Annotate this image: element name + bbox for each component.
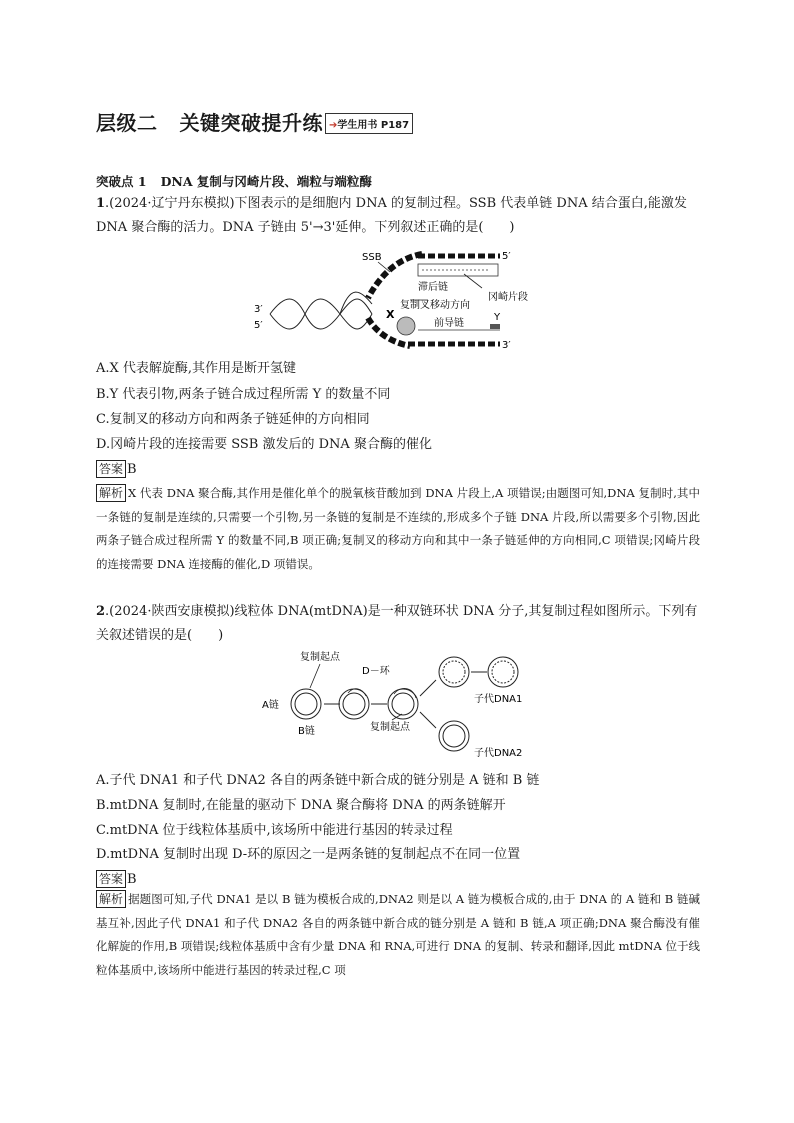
q2-answer (96, 870, 137, 888)
mtdna-dna2-circle-inner (443, 725, 465, 747)
label-okazaki: 冈崎片段 (488, 292, 528, 303)
q2-answer-label: 答案 (96, 870, 126, 888)
title-level: 层级二 (96, 110, 158, 135)
arrow-icon: ➔ (329, 119, 338, 131)
q2-option-b[interactable]: B.mtDNA 复制时,在能量的驱动下 DNA 聚合酶将 DNA 的两条链解开 (96, 798, 506, 813)
branch-arrow-up (420, 680, 436, 696)
page-title (96, 107, 323, 136)
q1-option-d[interactable]: D.冈崎片段的连接需要 SSB 激发后的 DNA 聚合酶的催化 (96, 437, 432, 452)
dna-helix (270, 292, 372, 329)
q2-stem-text: .(2024·陕西安康模拟)线粒体 DNA(mtDNA)是一种双链环状 DNA 分子,其复制过程如图所示。下列有关叙述错误的是( ) (96, 604, 698, 643)
q2-option-d[interactable]: D.mtDNA 复制时出现 D-环的原因之一是两条链的复制起点不在同一位置 (96, 847, 521, 862)
label-lagging: 滞后链 (418, 282, 448, 293)
q1-analysis (96, 482, 700, 576)
label-y: Y (494, 312, 501, 323)
section-title: DNA 复制与冈崎片段、端粒与端粒酶 (160, 174, 372, 189)
label-5-left: 5′ (254, 320, 263, 331)
label-leading: 前导链 (434, 318, 464, 329)
mtdna-circle-2-inner (343, 693, 365, 715)
branch-arrow-down (420, 712, 436, 728)
mtdna-circle-3-inner (392, 693, 414, 715)
section-label: 突破点 1 (96, 174, 147, 189)
label-b-strand: B链 (298, 726, 315, 737)
q1-stem (96, 192, 700, 240)
label-5-top: 5′ (502, 251, 511, 262)
mtdna-circle-1-inner (295, 693, 317, 715)
label-d-loop: D－环 (362, 666, 390, 677)
mtdna-circle-upper-1-inner (443, 661, 465, 683)
enzyme-x (397, 317, 415, 335)
q2-stem (96, 600, 700, 648)
label-origin-2: 复制起点 (370, 722, 410, 733)
title-text: 关键突破提升练 (179, 110, 323, 135)
label-daughter-dna2: 子代DNA2 (474, 748, 523, 759)
label-ssb: SSB (362, 252, 382, 263)
label-origin-1: 复制起点 (300, 652, 340, 663)
label-x: X (386, 308, 395, 321)
q2-number: 2 (96, 604, 106, 619)
label-3-left: 3′ (254, 304, 263, 315)
q2-analysis-text: 据题图可知,子代 DNA1 是以 B 链为模板合成的,DNA2 则是以 A 链为模板合成的,由于 DNA 的 A 链和 B 链碱基互补,因此子代 DNA1 和子代 DNA2 各自的两条链中新合成的链分别是 A 链和 B 链,A 项正确;DNA 聚合酶没有催化解旋的作用,B 项错误;线粒体基质中含有少量 DNA 和 RNA,可进行 DNA 的复制、转录和翻译,因此 mtDNA 位于线粒体基质中,该场所中能进行基因的转录过程,C 项 (96, 892, 700, 977)
mtdna-dna1-circle-inner (492, 661, 514, 683)
label-fork-direction: 复制叉移动方向 (400, 300, 470, 311)
q2-analysis (96, 888, 700, 982)
q1-figure (250, 244, 540, 356)
label-3-bottom: 3′ (502, 340, 511, 351)
ssb-pointer (378, 262, 390, 272)
q2-answer-value: B (127, 871, 137, 887)
tag-text: 学生用书 P187 (337, 119, 410, 131)
q2-analysis-label: 解析 (96, 890, 126, 908)
q1-analysis-label: 解析 (96, 484, 126, 502)
section-heading (96, 172, 372, 190)
q2-option-c[interactable]: C.mtDNA 位于线粒体基质中,该场所中能进行基因的转录过程 (96, 823, 453, 838)
q2-figure (258, 648, 548, 760)
q1-option-b[interactable]: B.Y 代表引物,两条子链合成过程所需 Y 的数量不同 (96, 387, 391, 402)
q1-analysis-text: X 代表 DNA 聚合酶,其作用是催化单个的脱氧核苷酸加到 DNA 片段上,A 项错误;由题图可知,DNA 复制时,其中一条链的复制是连续的,只需要一个引物,另一条链的复制是不连续的,形成多个子链 DNA 片段,所以需要多个引物,因此两条子链合成过程所需 Y 的数量不同,B 项正确;复制叉的移动方向和其中一条子链延伸的方向相同,C 项错误;冈崎片段的连接需要 DNA 连接酶的催化,D 项错误。 (96, 486, 700, 571)
label-daughter-dna1: 子代DNA1 (474, 694, 523, 705)
q1-answer (96, 460, 137, 478)
q2-option-a[interactable]: A.子代 DNA1 和子代 DNA2 各自的两条链中新合成的链分别是 A 链和 B 链 (96, 773, 540, 788)
student-book-tag[interactable] (325, 113, 413, 134)
q1-option-c[interactable]: C.复制叉的移动方向和两条子链延伸的方向相同 (96, 412, 370, 427)
q1-answer-label: 答案 (96, 460, 126, 478)
q1-answer-value: B (127, 461, 137, 477)
q1-number: 1 (96, 196, 106, 211)
label-a-strand: A链 (262, 700, 279, 711)
page-header (96, 104, 413, 138)
origin-1-pointer (310, 664, 320, 688)
primer-y (490, 324, 500, 329)
q1-stem-text: .(2024·辽宁丹东模拟)下图表示的是细胞内 DNA 的复制过程。SSB 代表单链 DNA 结合蛋白,能激发 DNA 聚合酶的活力。DNA 子链由 5'→3'延伸。下列叙述正确的是( ) (96, 196, 687, 235)
q1-option-a[interactable]: A.X 代表解旋酶,其作用是断开氢键 (96, 361, 297, 376)
